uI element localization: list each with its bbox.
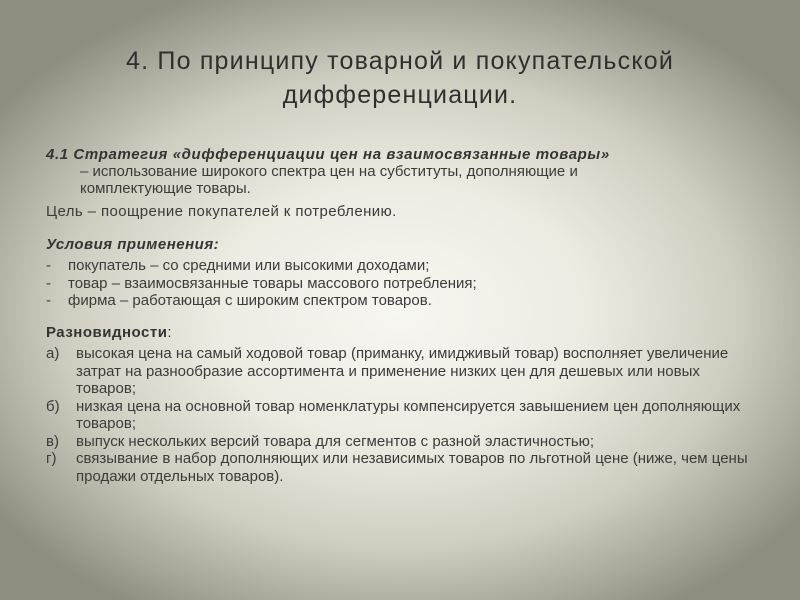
list-marker: - bbox=[46, 274, 51, 292]
strategy-description-line-1: – использование широкого спектра цен на субституты, дополняющие и bbox=[80, 163, 578, 180]
list-item-text: низкая цена на основной товар номенклатуры компенсируется завышением цен дополняющих товаров; bbox=[76, 397, 741, 432]
list-marker: а) bbox=[46, 345, 60, 362]
list-item bbox=[46, 433, 760, 451]
strategy-heading: 4.1 Стратегия «дифференциации цен на взаимосвязанные товары» bbox=[46, 146, 610, 163]
conditions-heading: Условия применения: bbox=[46, 235, 220, 253]
slide-title bbox=[40, 44, 760, 112]
list-item-text: фирма – работающая с широким спектром товаров. bbox=[68, 292, 432, 309]
list-item-text: выпуск нескольких версий товара для сегментов с разной эластичностью; bbox=[76, 432, 595, 450]
list-marker: - bbox=[46, 292, 51, 309]
slide-title-line-1: 4. По принципу товарной и покупательской bbox=[126, 47, 674, 75]
varieties-list bbox=[46, 345, 760, 485]
list-marker: в) bbox=[46, 432, 59, 450]
slide-title-line-2: дифференциации. bbox=[282, 81, 518, 109]
list-item bbox=[46, 450, 760, 485]
list-item bbox=[46, 257, 760, 275]
strategy-description bbox=[46, 163, 760, 197]
list-item-text: связывание в набор дополняющих или независимых товаров по льготной цене (ниже, чем цены продажи отдельных товаров). bbox=[76, 450, 748, 485]
varieties-heading bbox=[46, 324, 760, 342]
strategy-block bbox=[46, 146, 760, 197]
list-item bbox=[46, 398, 760, 433]
goal-text: Цель – поощрение покупателей к потреблению. bbox=[46, 203, 397, 220]
list-item bbox=[46, 292, 760, 310]
varieties-heading-suffix: : bbox=[167, 323, 173, 341]
list-item-text: высокая цена на самый ходовой товар (приманку, имидживый товар) восполняет увеличение затрат на разнообразие ассортимента и применение низких цен для дешевых или новых товаров; bbox=[76, 345, 729, 397]
list-item-text: покупатель – со средними или высокими доходами; bbox=[68, 257, 430, 274]
list-item bbox=[46, 345, 760, 398]
conditions-list bbox=[46, 257, 760, 310]
varieties-heading-text: Разновидности bbox=[46, 323, 168, 341]
slide-body bbox=[46, 146, 760, 485]
list-item bbox=[46, 275, 760, 293]
list-marker: г) bbox=[46, 450, 57, 467]
list-marker: - bbox=[46, 257, 51, 274]
list-marker: б) bbox=[46, 397, 60, 415]
list-item-text: товар – взаимосвязанные товары массового потребления; bbox=[68, 274, 477, 292]
strategy-description-line-2: комплектующие товары. bbox=[80, 180, 251, 197]
